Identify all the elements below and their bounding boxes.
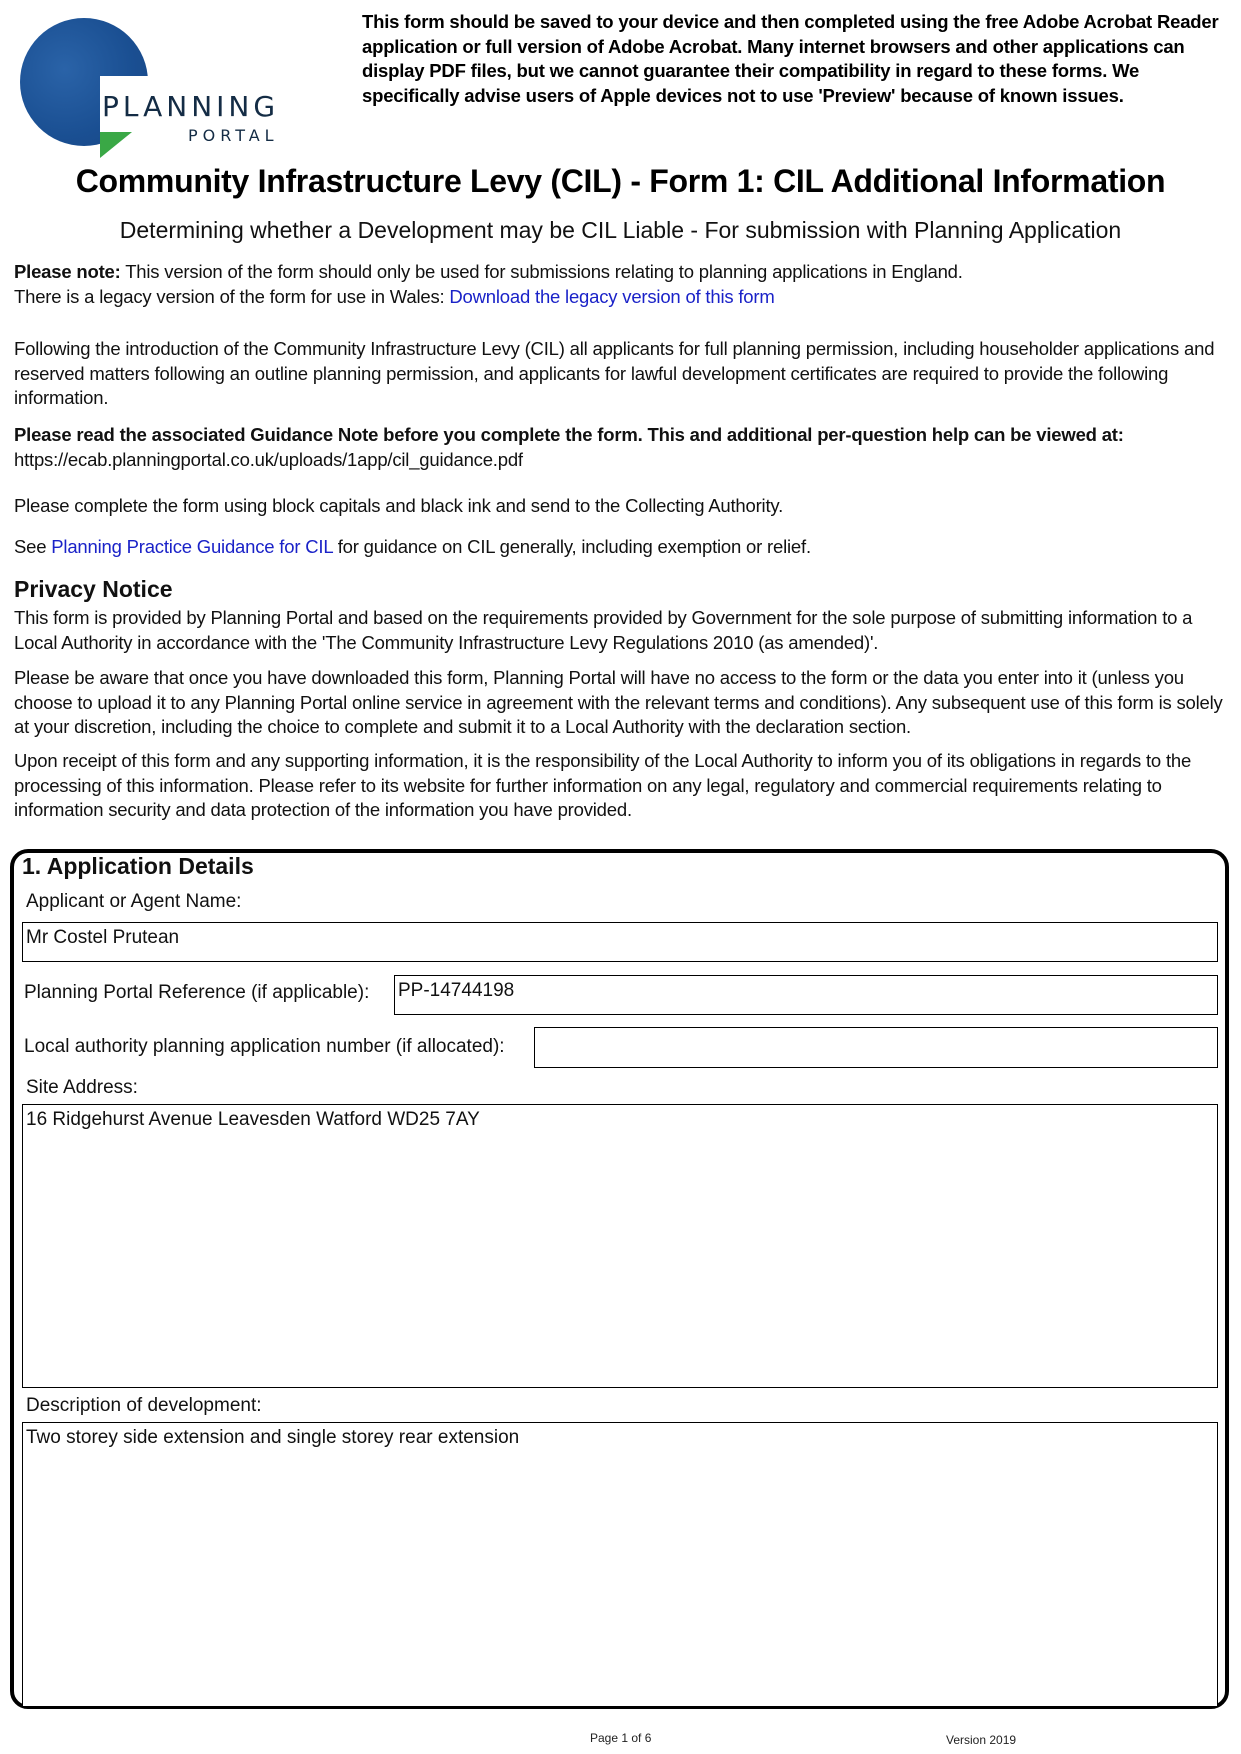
pp-reference-label: Planning Portal Reference (if applicable): xyxy=(24,982,370,1003)
section-heading: 1. Application Details xyxy=(22,853,254,879)
site-address-field[interactable]: 16 Ridgehurst Avenue Leavesden Watford WD25 7AY xyxy=(22,1104,1218,1388)
planning-portal-logo xyxy=(18,16,308,144)
applicant-name-label: Applicant or Agent Name: xyxy=(26,891,242,912)
guidance-instruction: Please read the associated Guidance Note before you complete the form. This and additional per-question help can be viewed at: xyxy=(14,424,1124,445)
logo-text-planning: PLANNING xyxy=(102,90,280,123)
site-address-label: Site Address: xyxy=(26,1077,138,1098)
planning-practice-guidance-link[interactable]: Planning Practice Guidance for CIL xyxy=(51,536,333,557)
completion-instruction: Please complete the form using block capitals and black ink and send to the Collecting Authority. xyxy=(14,495,784,516)
privacy-paragraph: Upon receipt of this form and any supporting information, it is the responsibility of the Local Authority to inform you of its obligations in regards to the processing of this information. Please refer to its website for further information on any legal, regulatory and commercial requirements relating to information security and data protection of the information you have provided. xyxy=(14,750,1192,820)
page-title: Community Infrastructure Levy (CIL) - Form 1: CIL Additional Information xyxy=(75,163,1166,199)
please-note-text: This version of the form should only be used for submissions relating to planning applications in England. xyxy=(120,261,963,282)
privacy-paragraph: This form is provided by Planning Portal and based on the requirements provided by Government for the sole purpose of submitting information to a Local Authority in accordance with the 'The Community Infrastructure Levy Regulations 2010 (as amended)'. xyxy=(14,607,1193,653)
la-application-number-label: Local authority planning application number (if allocated): xyxy=(24,1036,505,1057)
legacy-note-text: There is a legacy version of the form for use in Wales: xyxy=(14,286,450,307)
please-note-label: Please note: xyxy=(14,261,121,282)
legacy-note xyxy=(14,285,1234,310)
logo-green-accent-icon xyxy=(100,132,132,158)
pp-reference-field[interactable]: PP-14744198 xyxy=(394,975,1218,1015)
see-prefix: See xyxy=(14,536,52,557)
guidance-url-link[interactable]: https://ecab.planningportal.co.uk/uploads/1app/cil_guidance.pdf xyxy=(14,449,523,470)
applicant-name-field[interactable]: Mr Costel Prutean xyxy=(22,922,1218,962)
intro-paragraph: Following the introduction of the Community Infrastructure Levy (CIL) all applicants for full planning permission, including householder applications and reserved matters following an outline planning permission, and applicants for lawful development certificates are required to provide the following information. xyxy=(14,338,1215,408)
description-label: Description of development: xyxy=(26,1395,262,1416)
please-note xyxy=(14,260,1234,285)
privacy-notice-heading: Privacy Notice xyxy=(14,576,173,602)
page-subtitle: Determining whether a Development may be CIL Liable - For submission with Planning Application xyxy=(119,217,1122,243)
form-version: Version 2019 xyxy=(946,1733,1017,1747)
description-field[interactable]: Two storey side extension and single storey rear extension xyxy=(22,1422,1218,1707)
header-notice: This form should be saved to your device and then completed using the free Adobe Acrobat Reader application or full version of Adobe Acrobat. Many internet browsers and other applications can display PDF files, but we cannot guarantee their compatibility in regard to these forms. We specifically advise users of Apple devices not to use 'Preview' because of known issues. xyxy=(362,11,1219,106)
legacy-download-link[interactable]: Download the legacy version of this form xyxy=(449,286,775,307)
la-application-number-field[interactable] xyxy=(534,1027,1218,1068)
see-guidance xyxy=(14,535,811,560)
logo-text-portal: PORTAL xyxy=(188,126,279,145)
see-suffix: for guidance on CIL generally, including exemption or relief. xyxy=(332,536,811,557)
page-number: Page 1 of 6 xyxy=(590,1731,652,1745)
privacy-paragraph: Please be aware that once you have downloaded this form, Planning Portal will have no access to the form or the data you enter into it (unless you choose to upload it to any Planning Portal online service in agreement with the relevant terms and conditions). Any subsequent use of this form is solely at your discretion, including the choice to complete and submit it to a Local Authority with the declaration section. xyxy=(14,667,1223,737)
